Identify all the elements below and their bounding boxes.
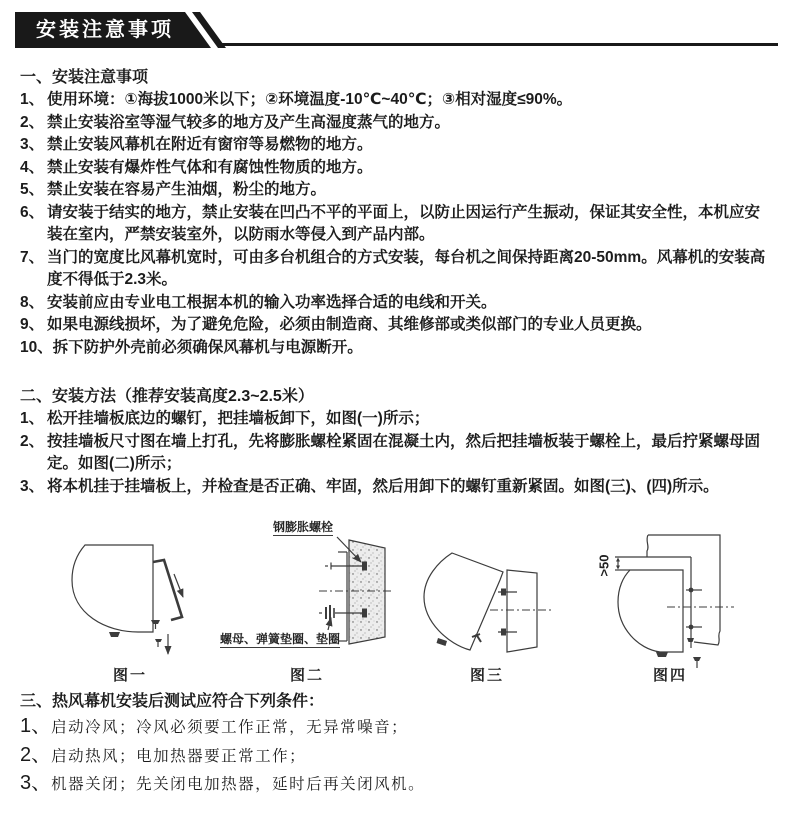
item-text: 请安装于结实的地方，禁止安装在凹凸不平的平面上，以防止因运行产生振动，保证其安全性，本机应安装在室内，严禁安装室外，以防雨水等侵入到产品内部。 [47, 203, 761, 243]
item-text: 拆下防护外壳前必须确保风幕机与电源断开。 [52, 338, 363, 356]
list-item [20, 742, 772, 771]
figure-1 [40, 508, 215, 690]
figure-4-caption: 图四 [653, 667, 688, 684]
item-number: 9、 [20, 316, 45, 333]
item-number: 2、 [20, 743, 52, 766]
item-number: 1、 [20, 715, 52, 737]
section-precautions [20, 66, 772, 359]
list-item [20, 476, 772, 499]
item-number: 3、 [20, 136, 45, 153]
item-number: 1、 [20, 91, 45, 108]
item-number: 2、 [20, 113, 45, 131]
item-text: 按挂墙板尺寸图在墙上打孔，先将膨胀螺栓紧固在混凝土内，然后把挂墙板装于螺栓上，最后拧紧螺母固定。如图(二)所示； [47, 432, 761, 472]
figure-2-caption: 图二 [290, 667, 325, 684]
figure-1-drawing [40, 508, 215, 688]
callout-nut-washer: 螺母、弹簧垫圈、垫圈 [220, 632, 341, 646]
header-banner [15, 12, 790, 54]
list-item [20, 112, 772, 135]
item-text: 如果电源线损坏，为了避免危险，必须由制造商、其维修部或类似部门的专业人员更换。 [47, 316, 652, 333]
item-number: 2、 [20, 432, 45, 450]
list-item [20, 89, 772, 112]
figure-3-drawing [410, 508, 565, 688]
item-text: 禁止安装在容易产生油烟，粉尘的地方。 [47, 181, 327, 198]
figure-1-caption: 图一 [113, 667, 148, 684]
item-text: 将本机挂于挂墙板上，并检查是否正确、牢固，然后用卸下的螺钉重新紧固。如图(三)、(四)所示。 [47, 477, 719, 495]
figure-2 [215, 508, 405, 690]
list-item [20, 157, 772, 180]
list-item [20, 337, 772, 360]
list-item [20, 292, 772, 315]
item-text: 启动冷风；冷风必须要工作正常，无异常噪音； [51, 719, 409, 736]
dimension-label: >50 [596, 554, 612, 577]
list-item [20, 713, 772, 742]
page-title: 安装注意事项 [36, 19, 174, 41]
list-item [20, 431, 772, 476]
item-text: 禁止安装浴室等湿气较多的地方及产生高湿度蒸气的地方。 [47, 113, 451, 131]
item-number: 3、 [20, 772, 52, 794]
figure-strip [0, 508, 790, 690]
section-title: 二、安装方法（推荐安装高度2.3~2.5米） [20, 388, 314, 405]
item-text: 禁止安装有爆炸性气体和有腐蚀性物质的地方。 [47, 158, 373, 176]
list-item [20, 408, 772, 431]
figure-4-drawing [590, 508, 790, 688]
item-text: 启动热风；电加热器要正常工作； [51, 747, 307, 765]
item-number: 4、 [20, 158, 45, 176]
list-item [20, 179, 772, 202]
section-title: 一、安装注意事项 [20, 69, 149, 86]
list-item [20, 314, 772, 337]
section-title: 三、热风幕机安装后测试应符合下列条件： [20, 693, 325, 710]
list-item [20, 134, 772, 157]
item-number: 10、 [20, 338, 53, 356]
figure-3-caption: 图三 [470, 667, 505, 684]
list-item [20, 770, 772, 799]
item-text: 当门的宽度比风幕机宽时，可由多台机组合的方式安装，每台机之间保持距离20-50mm。风幕机的安装高度不得低于2.3米。 [47, 248, 766, 288]
item-number: 3、 [20, 477, 45, 495]
list-item [20, 247, 772, 292]
item-number: 6、 [20, 203, 45, 221]
item-number: 8、 [20, 293, 45, 311]
body-text [20, 66, 772, 498]
section-test-conditions [20, 690, 772, 799]
figure-4 [590, 508, 790, 690]
item-number: 1、 [20, 410, 45, 427]
list-item [20, 202, 772, 247]
item-number: 7、 [20, 248, 45, 266]
item-text: 松开挂墙板底边的螺钉，把挂墙板卸下，如图(一)所示； [47, 410, 430, 427]
section-installation-method [20, 385, 772, 498]
item-text: 安装前应由专业电工根据本机的输入功率选择合适的电线和开关。 [47, 293, 497, 311]
item-text: 机器关闭；先关闭电加热器，延时后再关闭风机。 [51, 776, 426, 793]
item-text: 使用环境：①海拔1000米以下；②环境温度-10℃~40℃；③相对湿度≤90%。 [47, 91, 573, 108]
figure-3 [410, 508, 565, 690]
item-text: 禁止安装风幕机在附近有窗帘等易燃物的地方。 [47, 136, 373, 153]
callout-expansion-bolt: 钢膨胀螺栓 [273, 520, 334, 534]
item-number: 5、 [20, 181, 45, 198]
